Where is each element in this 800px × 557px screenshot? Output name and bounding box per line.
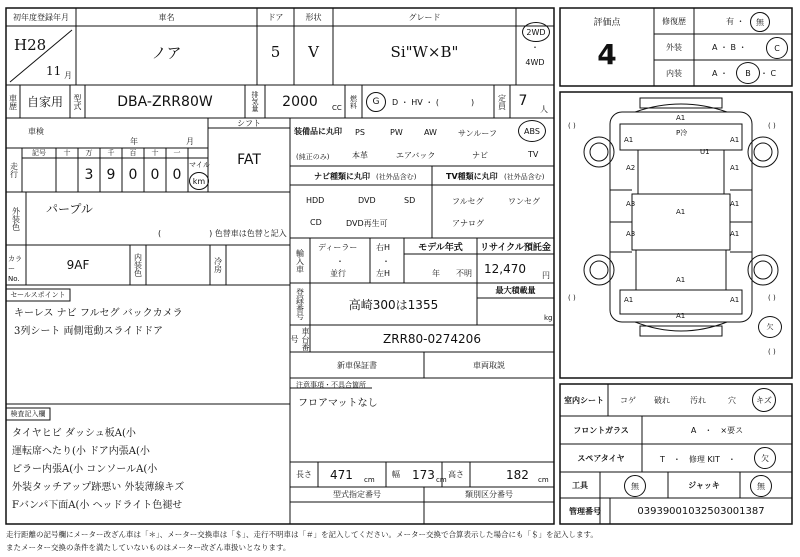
digit-4: 0 [172, 167, 182, 183]
spare-label: スペアタイヤ [577, 453, 625, 463]
grade-label: グレード [408, 12, 441, 22]
color-code-label: カラーNo. [8, 255, 22, 283]
door-value: 5 [270, 43, 281, 61]
diagram-mark-16: A1 [676, 312, 686, 320]
spare-selected: 欠 [754, 447, 776, 469]
inspection-line-4: 外装タッチアップ跡悪い 外装薄線キズ [12, 482, 185, 493]
color-note: ( ) 色替車は色替と記入 [158, 229, 287, 238]
inspection-line-5: Fバンパ下面A(小 ヘッドライト色褪せ [12, 500, 183, 511]
shift-label: シフト [237, 118, 261, 128]
seat-selected: キズ [752, 388, 776, 412]
fuel-label: 燃料 [349, 94, 358, 109]
equipment-label: 装備品に丸印 [294, 127, 342, 136]
cap-value: 7 [518, 93, 528, 109]
digit-0: 3 [84, 167, 94, 183]
inspection-line-3: ピラー内張A(小 コンソールA(小 [12, 464, 158, 475]
navi-hdd: HDD [306, 196, 325, 205]
digit-label-4: 十 [151, 149, 159, 157]
sales-line-1: キーレス ナビ フルセグ バックカメラ [14, 308, 183, 319]
equip-airbag: エアバック [396, 151, 436, 160]
reg-value: 高崎300は1355 [348, 297, 439, 312]
navi-sub: (社外品含む) [376, 173, 417, 181]
cc-unit: CC [332, 104, 342, 112]
diagram-mark-15: A1 [730, 296, 740, 304]
diagram-mark-7: A1 [730, 164, 740, 172]
diagram-mark-2: P冷 [676, 129, 688, 137]
equip-pw: PW [390, 128, 403, 137]
import-dot: ・ [336, 257, 344, 266]
fuel-g: G [366, 92, 386, 112]
handle-dot: ・ [382, 257, 390, 266]
sales-line-2: 3列シート 両側電動スライドドア [14, 326, 163, 337]
type-num-label: 型式指定番号 [333, 490, 381, 499]
diagram-mark-10: A3 [626, 230, 636, 238]
shift-value: FAT [237, 152, 261, 168]
shape-label: 形状 [305, 12, 322, 22]
drive-4wd: 4WD [525, 57, 545, 67]
mgmt-label: 管理番号 [569, 506, 601, 516]
usage-value: 自家用 [26, 95, 63, 109]
cc-label: 排気量 [251, 91, 259, 112]
diagram-mark-12: A1 [676, 208, 686, 216]
width-value: 173 [412, 468, 435, 482]
missing-mark: 欠 [758, 316, 782, 338]
tv-fullseg: フルセグ [452, 197, 484, 206]
diagram-mark-14: A1 [624, 296, 634, 304]
ext-selected: C [766, 37, 788, 59]
paren-4: ( ) [768, 294, 776, 302]
navi-label: ナビ種類に丸印 [314, 172, 370, 181]
repair-label: 修復歴 [662, 16, 686, 26]
model-label: 車名 [158, 12, 175, 22]
model-year-label: モデル年式 [418, 242, 463, 253]
digit-3: 0 [150, 167, 160, 183]
diagram-mark-8: A3 [626, 200, 636, 208]
digit-label-3: 百 [129, 149, 137, 157]
month-value: 11 [46, 64, 62, 78]
paren-5: ( ) [768, 348, 776, 356]
import-parallel: 並行 [330, 269, 346, 278]
model-year-unit: 年 [432, 269, 440, 278]
digit-label-2: 千 [107, 149, 115, 157]
door-label: ドア [267, 12, 284, 22]
equip-leather: 本革 [352, 151, 368, 160]
inspection-line-2: 運転席へたり(小 ドア内張A(小 [12, 446, 150, 457]
mile-label: マイル [189, 161, 210, 169]
recycle-value: 12,470 [484, 262, 526, 276]
fuel-rest: D ・ HV ・ ( ) [392, 98, 475, 107]
height-value: 182 [506, 468, 529, 482]
diagram-mark-6: A2 [626, 164, 636, 172]
repair-selected: 無 [750, 12, 770, 32]
notes-value: フロアマットなし [298, 398, 378, 409]
int-selected: B [736, 62, 760, 84]
shaken-year-unit: 年 [130, 137, 138, 146]
month-unit: 月 [64, 71, 72, 80]
ext-options: A ・ B ・ [712, 43, 747, 52]
seat-label: 室内シート [564, 395, 604, 405]
type-value: DBA-ZRR80W [117, 93, 213, 110]
import-dealer: ディーラー [318, 243, 358, 252]
shaken-month-unit: 月 [186, 137, 194, 146]
color-code-value: 9AF [66, 258, 90, 272]
diagram-mark-3: A1 [624, 136, 634, 144]
glass-value: A ・ ×要ス [690, 425, 744, 435]
paren-1: ( ) [568, 122, 576, 130]
seat-item-2: 破れ [654, 396, 670, 405]
equipment-sub: (純正のみ) [296, 153, 330, 161]
recycle-unit: 円 [542, 271, 550, 280]
paren-3: ( ) [568, 294, 576, 302]
frame-label: 車台番号 [290, 326, 310, 351]
model-value: ノア [151, 43, 182, 62]
drive-dot: ・ [531, 42, 539, 52]
jack-label: ジャッキ [688, 480, 720, 490]
tv-sub: (社外品含む) [504, 173, 545, 181]
max-load-label: 最大積載量 [495, 286, 536, 295]
fridge-label: 冷房 [213, 257, 223, 273]
usage-label: 車歴 [8, 93, 18, 110]
drive-2wd: 2WD [522, 22, 550, 42]
manual-label: 車両取説 [473, 360, 505, 370]
model-year-value: 不明 [456, 269, 472, 278]
seat-item-3: 汚れ [690, 396, 706, 405]
digit-2: 0 [128, 167, 138, 183]
int-label: 内装 [666, 68, 682, 78]
equip-navi: ナビ [472, 151, 488, 160]
footer-line-2: またメーター交換の条件を満たしていないものはメーター改ざん車扱いとなります。 [6, 543, 291, 552]
equip-abs: ABS [518, 120, 546, 142]
digit-1: 9 [106, 167, 116, 183]
shaken-label: 車検 [28, 127, 44, 136]
cc-value: 2000 [282, 93, 318, 110]
length-value: 471 [330, 468, 353, 482]
equip-tv: TV [528, 150, 539, 159]
navi-dvd: DVD [358, 196, 376, 205]
digit-label-5: 一 [173, 149, 181, 157]
recycle-label: リサイクル預託金 [480, 242, 551, 253]
tv-label: TV種類に丸印 [446, 172, 498, 181]
width-label: 幅 [392, 470, 400, 479]
frame-value: ZRR80-0274206 [383, 331, 481, 346]
year-value: H28 [14, 36, 47, 54]
seat-item-1: コゲ [620, 396, 636, 405]
right-h: 右H [376, 243, 391, 252]
mileage-code-label: 記号 [32, 149, 46, 157]
mgmt-value: 03939001032503001387 [637, 505, 765, 517]
int-c: ・ C [760, 69, 777, 78]
color-label: 外装色 [11, 206, 21, 231]
tv-analog: アナログ [452, 219, 484, 228]
left-h: 左H [376, 269, 391, 278]
max-load-unit: kg [544, 314, 553, 322]
reg-label: 登録番号 [295, 288, 305, 320]
sales-label: セールスポイント [10, 291, 66, 299]
diagram-mark-13: A1 [676, 276, 686, 284]
equip-ps: PS [355, 128, 365, 137]
navi-sd: SD [404, 196, 416, 205]
type-label: 型式 [73, 93, 82, 110]
width-unit: cm [436, 476, 447, 484]
diagram-mark-4: U1 [700, 148, 710, 156]
equip-aw: AW [424, 128, 437, 137]
grade-value: Si"W×B" [390, 43, 459, 61]
height-label: 高さ [448, 470, 464, 479]
jack-selected: 無 [750, 475, 772, 497]
equip-sunroof: サンルーフ [458, 129, 497, 138]
score-label: 評価点 [593, 17, 621, 28]
tools-selected: 無 [624, 475, 646, 497]
import-label: 輸入車 [295, 248, 305, 273]
length-label: 長さ [296, 470, 312, 479]
warranty-label: 新車保証書 [337, 360, 377, 370]
navi-dvd-play: DVD再生可 [346, 219, 388, 228]
glass-label: フロントガラス [573, 425, 629, 435]
spare-items: T ・ 修理 KIT ・ [660, 455, 736, 464]
diagram-mark-5: A1 [730, 136, 740, 144]
year-label: 初年度登録年月 [13, 12, 69, 22]
color-value: パープル [46, 202, 93, 216]
diagram-mark-11: A1 [730, 230, 740, 238]
diagram-mark-1: A1 [676, 114, 686, 122]
digit-label-0: 十 [63, 149, 71, 157]
repair-options: 有 ・ [726, 17, 745, 26]
height-unit: cm [538, 476, 549, 484]
shape-value: V [308, 43, 319, 61]
ext-label: 外装 [666, 42, 682, 52]
diagram-mark-9: A1 [730, 200, 740, 208]
length-unit: cm [364, 476, 375, 484]
inspection-label: 検査記入欄 [10, 410, 46, 418]
score-value: 4 [597, 37, 617, 71]
inspection-line-1: タイヤヒビ ダッシュ板A(小 [12, 428, 136, 439]
km-label: km [189, 172, 209, 190]
tools-label: 工具 [572, 480, 588, 490]
int-a: A ・ [712, 69, 729, 78]
paren-2: ( ) [768, 122, 776, 130]
cap-label: 定員 [497, 93, 507, 110]
notes-label: 注意事項・不具合箇所 [296, 381, 366, 389]
class-num-label: 類別区分番号 [465, 490, 513, 499]
navi-cd: CD [310, 218, 322, 227]
cap-unit: 人 [540, 105, 548, 114]
mileage-label: 走行 [9, 162, 19, 178]
footer-line-1: 走行距離の記号欄にメーター改ざん車は「＊」、メーター交換車は「＄」、走行不明車は「＃」を記入してください。メーター交換で合算表示した場合にも「＄」を記入します。 [6, 530, 598, 539]
seat-item-4: 穴 [728, 396, 736, 405]
int-color-label: 内装色 [133, 253, 143, 277]
digit-label-1: 万 [85, 149, 93, 157]
tv-oneseg: ワンセグ [508, 197, 540, 206]
